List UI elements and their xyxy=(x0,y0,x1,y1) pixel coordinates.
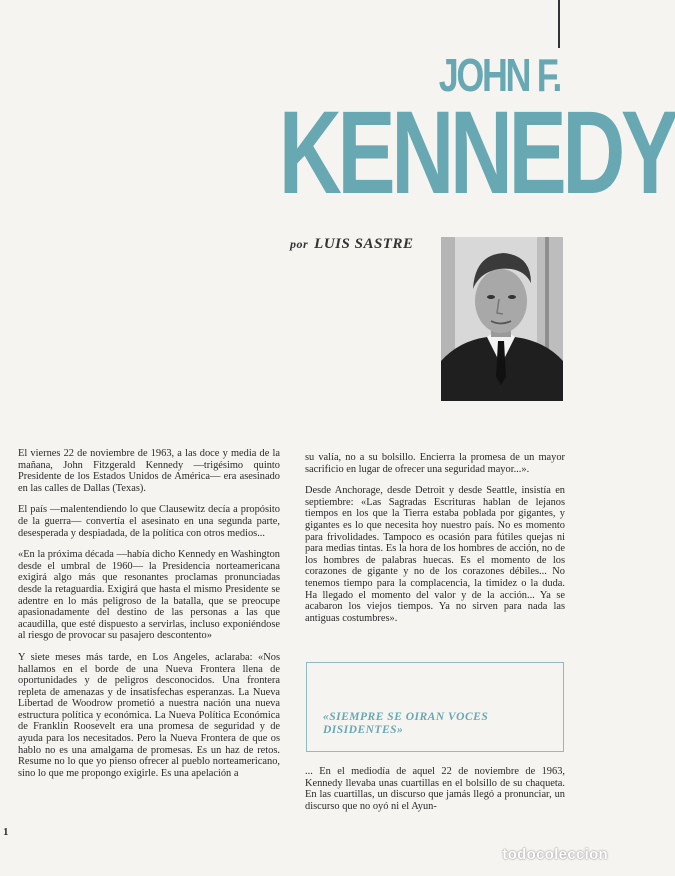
pull-quote-box xyxy=(306,662,564,752)
paragraph: su valía, no a su bolsillo. Encierra la promesa de un mayor sacrificio en lugar de ofrecer una seguridad mayor...». xyxy=(305,452,565,475)
article-right-column-continued xyxy=(305,766,565,822)
byline-prefix: por xyxy=(290,237,309,251)
title-surname: KENNEDY xyxy=(278,87,675,219)
byline-author: LUIS SASTRE xyxy=(314,236,414,252)
paragraph: ... En el mediodía de aquel 22 de noviembre de 1963, Kennedy llevaba unas cuartillas en el bolsillo de su chaqueta. En las cuartillas, un discurso que jamás llegó a pronunciar, un discurso que no oyó ni el Ayun- xyxy=(305,766,565,812)
article-right-column xyxy=(305,452,565,634)
byline xyxy=(290,236,438,253)
top-rule xyxy=(558,0,560,48)
paragraph: «En la próxima década —había dicho Kennedy en Washington desde el umbral de 1960— la Presidencia norteamericana exigirá algo más que resonantes proclamas pronunciadas desde la retaguardia. Exigirá que hasta el mismo Presidente se adentre en lo más peligroso de la batalla, que se preocupe apasionadamente del destino de las personas a las que acaudilla, que esté dispuesto a servirlas, incluso exponiéndose al riesgo de provocar su pasajero descontento» xyxy=(18,549,280,642)
portrait-illustration xyxy=(441,237,563,401)
title-first-name: JOHN F. xyxy=(438,49,560,101)
page-marker: 1 xyxy=(3,826,9,838)
paragraph: El país —malentendiendo lo que Clausewitz decía a propósito de la guerra— convertía el asesinato en una segunda parte, desesperada y despiadada, de la política con otros medios... xyxy=(18,504,280,539)
kennedy-portrait-photo xyxy=(441,237,563,401)
pull-quote-text: «SIEMPRE SE OIRAN VOCES DISIDENTES» xyxy=(323,711,489,736)
paragraph: Desde Anchorage, desde Detroit y desde Seattle, insistía en septiembre: «Las Sagradas Escrituras hablan de lejanos tiempos en los que la Tierra estaba poblada por gigantes, y gigantes es lo que necesita hoy nuestro país. No es momento para frivolidades. Tampoco es ocasión para fútiles quejas ni para medias tintas. Es la hora de los hombres de acción, no de los hombres de palabras huecas. Es el momento de los corazones de gigante y no de los corazones débiles... No tenemos tiempo para la complacencia, la timidez o la duda. Ha llegado el momento del valor y de la acción... Ya se acabaron los viejos tiempos. Ya no sirven para nada las antiguas costumbres». xyxy=(305,485,565,624)
article-left-column xyxy=(18,448,280,789)
paragraph: El viernes 22 de noviembre de 1963, a las doce y media de la mañana, John Fitzgerald Kennedy —trigésimo quinto Presidente de los Estados Unidos de América— era asesinado en las calles de Dallas (Texas). xyxy=(18,448,280,494)
watermark: todocoleccion xyxy=(502,846,608,863)
paragraph: Y siete meses más tarde, en Los Angeles, aclaraba: «Nos hallamos en el borde de una Nueva Frontera llena de oportunidades y de peligros desconocidos. Una frontera repleta de amenazas y de insatisfechas esperanzas. La Nueva Libertad de Woodrow prometió a nuestra nación una nueva estructura política y económica. La Nueva Política Económica de Franklin Roosevelt era una promesa de seguridad y de ayuda para los necesitados. Pero la Nueva Frontera de que os hablo no es una amalgama de promesas. Es un haz de retos. Resume no lo que yo pienso ofrecer al pueblo norteamericano, sino lo que me propongo exigirle. Es una apelación a xyxy=(18,651,280,779)
